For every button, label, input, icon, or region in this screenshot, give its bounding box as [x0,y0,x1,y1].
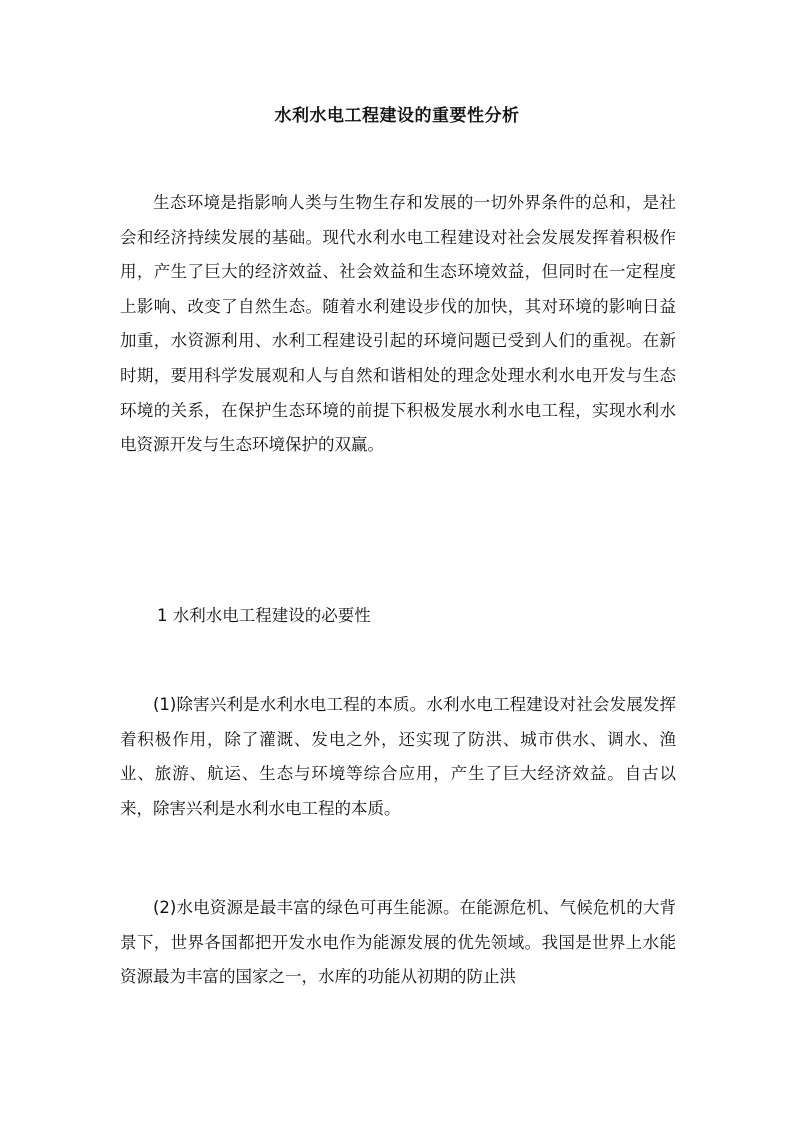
item-1-paragraph: (1)除害兴利是水利水电工程的本质。水利水电工程建设对社会发展发挥着积极作用，除了灌溉、发电之外，还实现了防洪、城市供水、调水、渔业、旅游、航运、生态与环境等综合应用，产生了巨大经济效益。自古以来，除害兴利是水利水电工程的本质。 [120,695,676,818]
intro-paragraph: 生态环境是指影响人类与生物生存和发展的一切外界条件的总和，是社会和经济持续发展的基础。现代水利水电工程建设对社会发展发挥着积极作用，产生了巨大的经济效益、社会效益和生态环境效益，但同时在一定程度上影响、改变了自然生态。随着水利建设步伐的加快，其对环境的影响日益加重，水资源利用、水利工程建设引起的环境问题已受到人们的重视。在新时期，要用科学发展观和人与自然和谐相处的理念处理水利水电开发与生态环境的关系，在保护生态环境的前提下积极发展水利水电工程，实现水利水电资源开发与生态环境保护的双赢。 [120,193,676,455]
document-title: 水利水电工程建设的重要性分析 [274,106,520,126]
section-heading: 1 水利水电工程建设的必要性 [157,606,371,625]
item-2-paragraph: (2)水电资源是最丰富的绿色可再生能源。在能源危机、气候危机的大背景下，世界各国都把开发水电作为能源发展的优先领域。我国是世界上水能资源最为丰富的国家之一，水库的功能从初期的防止洪 [120,898,676,987]
